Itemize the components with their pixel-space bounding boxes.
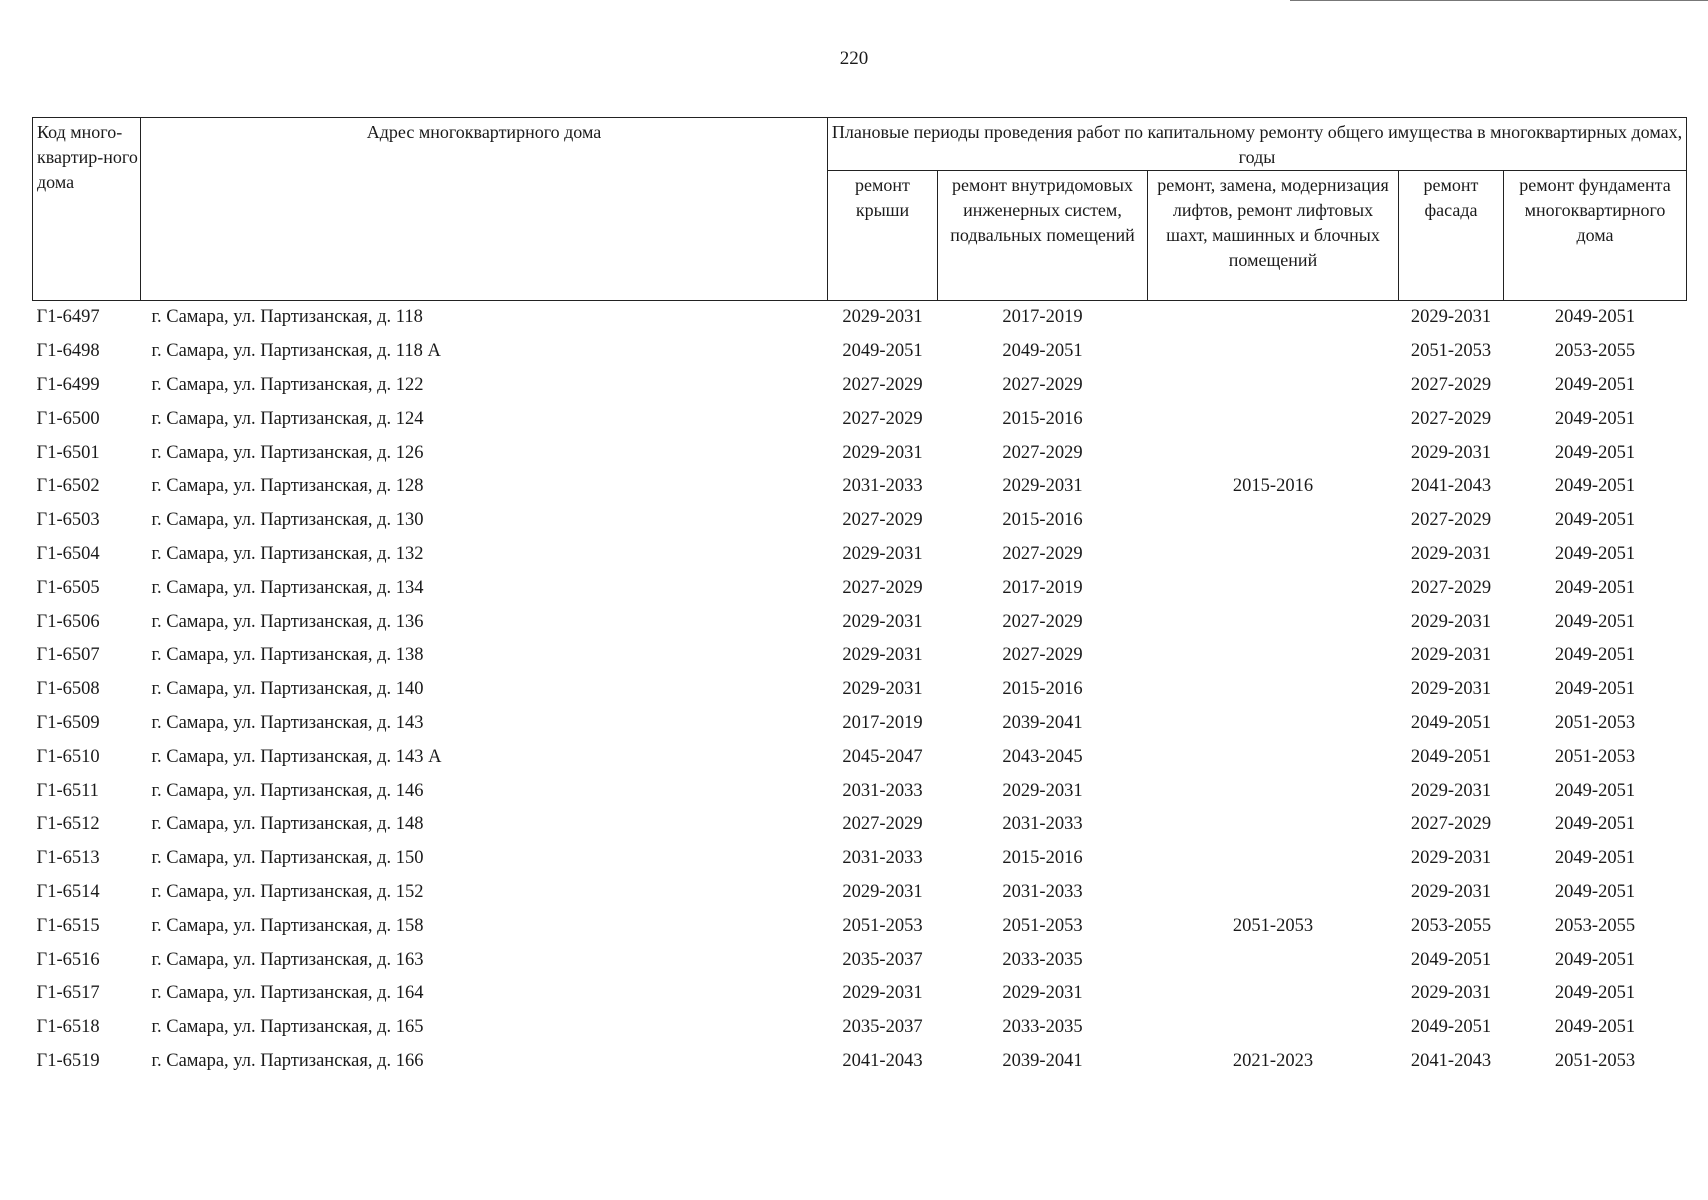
cell-address: г. Самара, ул. Партизанская, д. 138	[151, 645, 424, 666]
cell-foundation: 2049-2051	[1554, 814, 1636, 835]
cell-facade: 2027-2029	[1410, 374, 1492, 395]
header-address: Адрес многоквартирного дома	[141, 118, 828, 301]
cell-foundation: 2051-2053	[1554, 746, 1636, 767]
cell-code: Г1-6511	[36, 780, 99, 801]
cell-address: г. Самара, ул. Партизанская, д. 152	[151, 881, 424, 902]
cell-elevators	[1148, 774, 1399, 808]
cell-code: Г1-6503	[36, 510, 100, 531]
table-row	[33, 538, 1687, 572]
table-row	[33, 673, 1687, 707]
cell-facade: 2029-2031	[1410, 543, 1492, 564]
cell-engineering: 2029-2031	[1002, 983, 1083, 1004]
header-facade: ремонт фасада	[1399, 171, 1504, 301]
cell-engineering: 2029-2031	[1002, 780, 1083, 801]
cell-roof: 2017-2019	[842, 712, 923, 733]
table-row	[33, 943, 1687, 977]
cell-elevators	[1148, 436, 1399, 470]
table-row	[33, 1045, 1687, 1079]
cell-facade: 2029-2031	[1410, 611, 1492, 632]
cell-code: Г1-6508	[36, 679, 100, 700]
cell-code: Г1-6515	[36, 915, 100, 936]
cell-roof: 2041-2043	[842, 1050, 923, 1071]
table-row	[33, 977, 1687, 1011]
cell-code: Г1-6505	[36, 577, 100, 598]
table-row	[33, 402, 1687, 436]
cell-elevators: 2021-2023	[1232, 1050, 1314, 1071]
cell-roof: 2029-2031	[842, 543, 923, 564]
cell-facade: 2053-2055	[1410, 915, 1492, 936]
table-row	[33, 436, 1687, 470]
cell-roof: 2051-2053	[842, 915, 923, 936]
cell-elevators	[1148, 504, 1399, 538]
cell-foundation: 2049-2051	[1554, 1017, 1636, 1038]
cell-engineering: 2043-2045	[1002, 746, 1083, 767]
cell-facade: 2049-2051	[1410, 746, 1492, 767]
cell-address: г. Самара, ул. Партизанская, д. 166	[151, 1050, 424, 1071]
cell-facade: 2051-2053	[1410, 341, 1492, 362]
cell-facade: 2029-2031	[1410, 442, 1492, 463]
table-row	[33, 335, 1687, 369]
cell-facade: 2027-2029	[1410, 814, 1492, 835]
cell-roof: 2029-2031	[842, 679, 923, 700]
cell-elevators	[1148, 740, 1399, 774]
cell-roof: 2035-2037	[842, 949, 923, 970]
cell-engineering: 2027-2029	[1002, 543, 1083, 564]
cell-address: г. Самара, ул. Партизанская, д. 124	[151, 408, 424, 429]
table-body	[33, 301, 1687, 1079]
cell-facade: 2029-2031	[1410, 848, 1492, 869]
cell-elevators	[1148, 639, 1399, 673]
cell-elevators	[1148, 842, 1399, 876]
cell-facade: 2029-2031	[1410, 645, 1492, 666]
cell-address: г. Самара, ул. Партизанская, д. 146	[151, 780, 424, 801]
cell-foundation: 2051-2053	[1554, 1050, 1636, 1071]
cell-elevators	[1148, 335, 1399, 369]
cell-engineering: 2015-2016	[1002, 679, 1083, 700]
cell-facade: 2029-2031	[1410, 983, 1492, 1004]
table-row	[33, 876, 1687, 910]
cell-elevators	[1148, 673, 1399, 707]
cell-foundation: 2049-2051	[1554, 780, 1636, 801]
capital-repair-table	[32, 117, 1687, 1078]
cell-address: г. Самара, ул. Партизанская, д. 164	[151, 983, 424, 1004]
cell-code: Г1-6513	[36, 848, 100, 869]
cell-address: г. Самара, ул. Партизанская, д. 143 А	[151, 746, 442, 767]
cell-code: Г1-6498	[36, 341, 100, 362]
cell-foundation: 2049-2051	[1554, 848, 1636, 869]
cell-engineering: 2029-2031	[1002, 476, 1083, 497]
cell-engineering: 2031-2033	[1002, 814, 1083, 835]
cell-engineering: 2027-2029	[1002, 611, 1083, 632]
cell-elevators	[1148, 876, 1399, 910]
cell-address: г. Самара, ул. Партизанская, д. 130	[151, 510, 424, 531]
cell-address: г. Самара, ул. Партизанская, д. 136	[151, 611, 424, 632]
header-engineering: ремонт внутридомовых инженерных систем, подвальных помещений	[938, 171, 1148, 301]
cell-address: г. Самара, ул. Партизанская, д. 143	[151, 712, 424, 733]
cell-engineering: 2039-2041	[1002, 1050, 1083, 1071]
cell-roof: 2035-2037	[842, 1017, 923, 1038]
table-row	[33, 605, 1687, 639]
cell-address: г. Самара, ул. Партизанская, д. 122	[151, 374, 424, 395]
cell-elevators	[1148, 369, 1399, 403]
cell-facade: 2027-2029	[1410, 408, 1492, 429]
cell-foundation: 2049-2051	[1554, 577, 1636, 598]
table-header	[33, 118, 1687, 301]
cell-roof: 2031-2033	[842, 780, 923, 801]
table-row	[33, 808, 1687, 842]
cell-address: г. Самара, ул. Партизанская, д. 126	[151, 442, 424, 463]
cell-code: Г1-6499	[36, 374, 100, 395]
table-row	[33, 470, 1687, 504]
cell-address: г. Самара, ул. Партизанская, д. 163	[151, 949, 424, 970]
cell-code: Г1-6502	[36, 476, 100, 497]
cell-roof: 2029-2031	[842, 645, 923, 666]
cell-code: Г1-6516	[36, 949, 100, 970]
cell-code: Г1-6509	[36, 712, 100, 733]
page-number: 220	[839, 48, 869, 69]
header-roof: ремонт крыши	[828, 171, 938, 301]
scan-top-rule	[1290, 0, 1708, 1]
cell-facade: 2041-2043	[1410, 1050, 1492, 1071]
cell-foundation: 2049-2051	[1554, 510, 1636, 531]
cell-elevators	[1148, 301, 1399, 335]
cell-code: Г1-6507	[36, 645, 100, 666]
cell-code: Г1-6512	[36, 814, 100, 835]
cell-code: Г1-6497	[36, 307, 100, 328]
cell-roof: 2049-2051	[842, 341, 923, 362]
cell-facade: 2049-2051	[1410, 712, 1492, 733]
cell-engineering: 2039-2041	[1002, 712, 1083, 733]
cell-foundation: 2053-2055	[1554, 915, 1636, 936]
cell-roof: 2027-2029	[842, 814, 923, 835]
cell-engineering: 2027-2029	[1002, 442, 1083, 463]
table-row	[33, 842, 1687, 876]
cell-foundation: 2049-2051	[1554, 645, 1636, 666]
cell-elevators	[1148, 943, 1399, 977]
cell-roof: 2029-2031	[842, 881, 923, 902]
cell-elevators	[1148, 977, 1399, 1011]
cell-foundation: 2053-2055	[1554, 341, 1636, 362]
cell-elevators	[1148, 808, 1399, 842]
cell-code: Г1-6519	[36, 1050, 100, 1071]
cell-foundation: 2049-2051	[1554, 679, 1636, 700]
cell-facade: 2049-2051	[1410, 949, 1492, 970]
cell-foundation: 2049-2051	[1554, 307, 1636, 328]
cell-roof: 2029-2031	[842, 983, 923, 1004]
cell-foundation: 2049-2051	[1554, 983, 1636, 1004]
table-row	[33, 301, 1687, 335]
cell-engineering: 2033-2035	[1002, 949, 1083, 970]
cell-roof: 2027-2029	[842, 408, 923, 429]
cell-code: Г1-6514	[36, 881, 100, 902]
cell-facade: 2049-2051	[1410, 1017, 1492, 1038]
cell-code: Г1-6501	[36, 442, 100, 463]
cell-facade: 2029-2031	[1410, 679, 1492, 700]
cell-address: г. Самара, ул. Партизанская, д. 150	[151, 848, 424, 869]
cell-code: Г1-6518	[36, 1017, 100, 1038]
cell-elevators: 2051-2053	[1232, 915, 1314, 936]
cell-code: Г1-6504	[36, 543, 100, 564]
cell-engineering: 2017-2019	[1002, 577, 1083, 598]
cell-engineering: 2015-2016	[1002, 848, 1083, 869]
cell-address: г. Самара, ул. Партизанская, д. 132	[151, 543, 424, 564]
cell-engineering: 2015-2016	[1002, 408, 1083, 429]
cell-facade: 2029-2031	[1410, 881, 1492, 902]
cell-engineering: 2017-2019	[1002, 307, 1083, 328]
cell-facade: 2029-2031	[1410, 780, 1492, 801]
table-row	[33, 639, 1687, 673]
cell-foundation: 2051-2053	[1554, 712, 1636, 733]
cell-address: г. Самара, ул. Партизанская, д. 148	[151, 814, 424, 835]
cell-engineering: 2027-2029	[1002, 645, 1083, 666]
cell-foundation: 2049-2051	[1554, 881, 1636, 902]
cell-engineering: 2027-2029	[1002, 374, 1083, 395]
cell-address: г. Самара, ул. Партизанская, д. 128	[151, 476, 424, 497]
cell-elevators	[1148, 707, 1399, 741]
table-row	[33, 707, 1687, 741]
cell-foundation: 2049-2051	[1554, 408, 1636, 429]
cell-address: г. Самара, ул. Партизанская, д. 140	[151, 679, 424, 700]
cell-address: г. Самара, ул. Партизанская, д. 165	[151, 1017, 424, 1038]
cell-roof: 2031-2033	[842, 848, 923, 869]
cell-roof: 2031-2033	[842, 476, 923, 497]
cell-roof: 2029-2031	[842, 442, 923, 463]
cell-roof: 2029-2031	[842, 307, 923, 328]
cell-foundation: 2049-2051	[1554, 949, 1636, 970]
cell-facade: 2027-2029	[1410, 510, 1492, 531]
cell-address: г. Самара, ул. Партизанская, д. 158	[151, 915, 424, 936]
cell-foundation: 2049-2051	[1554, 476, 1636, 497]
cell-roof: 2027-2029	[842, 374, 923, 395]
cell-engineering: 2015-2016	[1002, 510, 1083, 531]
cell-roof: 2029-2031	[842, 611, 923, 632]
header-periods: Плановые периоды проведения работ по капитальному ремонту общего имущества в многоквартирных домах, годы	[828, 118, 1687, 171]
cell-engineering: 2049-2051	[1002, 341, 1083, 362]
header-foundation: ремонт фундамента многоквартирного дома	[1504, 171, 1687, 301]
cell-facade: 2029-2031	[1410, 307, 1492, 328]
cell-foundation: 2049-2051	[1554, 442, 1636, 463]
cell-elevators	[1148, 571, 1399, 605]
cell-elevators	[1148, 1011, 1399, 1045]
cell-roof: 2027-2029	[842, 577, 923, 598]
table-row	[33, 504, 1687, 538]
table-row	[33, 1011, 1687, 1045]
cell-code: Г1-6510	[36, 746, 100, 767]
cell-foundation: 2049-2051	[1554, 374, 1636, 395]
cell-code: Г1-6517	[36, 983, 100, 1004]
cell-foundation: 2049-2051	[1554, 611, 1636, 632]
cell-code: Г1-6506	[36, 611, 100, 632]
cell-foundation: 2049-2051	[1554, 543, 1636, 564]
table-row	[33, 571, 1687, 605]
cell-engineering: 2031-2033	[1002, 881, 1083, 902]
cell-engineering: 2033-2035	[1002, 1017, 1083, 1038]
cell-roof: 2027-2029	[842, 510, 923, 531]
cell-engineering: 2051-2053	[1002, 915, 1083, 936]
cell-address: г. Самара, ул. Партизанская, д. 118 А	[151, 341, 441, 362]
cell-facade: 2027-2029	[1410, 577, 1492, 598]
cell-facade: 2041-2043	[1410, 476, 1492, 497]
table-row	[33, 909, 1687, 943]
header-code: Код много-квартир-ного дома	[33, 118, 141, 301]
table-row	[33, 774, 1687, 808]
cell-code: Г1-6500	[36, 408, 100, 429]
cell-elevators: 2015-2016	[1232, 476, 1314, 497]
cell-roof: 2045-2047	[842, 746, 923, 767]
cell-elevators	[1148, 538, 1399, 572]
cell-elevators	[1148, 605, 1399, 639]
header-elevators: ремонт, замена, модернизация лифтов, ремонт лифтовых шахт, машинных и блочных помещений	[1148, 171, 1399, 301]
cell-address: г. Самара, ул. Партизанская, д. 118	[151, 307, 423, 328]
table-row	[33, 369, 1687, 403]
cell-elevators	[1148, 402, 1399, 436]
table-row	[33, 740, 1687, 774]
cell-address: г. Самара, ул. Партизанская, д. 134	[151, 577, 424, 598]
